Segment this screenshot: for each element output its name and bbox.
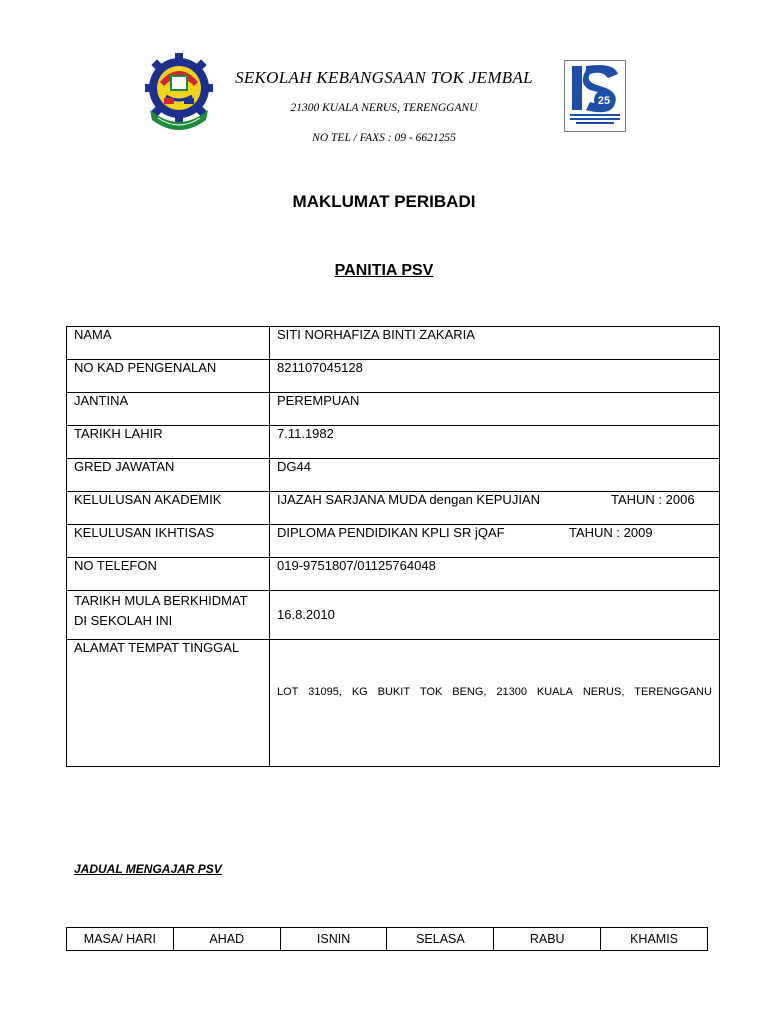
row-label-dob: TARIKH LAHIR [67, 426, 270, 459]
school-crest-logo [144, 52, 214, 130]
service-start-label-line2: DI SEKOLAH INI [74, 613, 173, 628]
row-label-ic: NO KAD PENGENALAN [67, 360, 270, 393]
address-word: BENG, [452, 686, 487, 698]
row-value-address [270, 640, 720, 767]
address-word: TERENGGANU [634, 686, 712, 698]
table-row [67, 525, 720, 558]
table-row [67, 558, 720, 591]
schedule-header-cell: SELASA [387, 928, 494, 951]
table-row [67, 928, 708, 951]
address-word: NERUS, [582, 686, 625, 698]
schedule-header-cell: RABU [494, 928, 601, 951]
schedule-header-cell: MASA/ HARI [67, 928, 174, 951]
table-row [67, 459, 720, 492]
schedule-title: JADUAL MENGAJAR PSV [74, 862, 222, 876]
address-word: BUKIT [377, 686, 411, 698]
table-row [67, 393, 720, 426]
address-word: 31095, [308, 686, 342, 698]
address-word: TOK [419, 686, 443, 698]
table-row [67, 360, 720, 393]
row-label-service-start [67, 591, 270, 640]
professional-qualification: DIPLOMA PENDIDIKAN KPLI SR jQAF [277, 525, 505, 540]
table-row [67, 426, 720, 459]
service-start-date: 16.8.2010 [277, 607, 335, 622]
row-value-gender: PEREMPUAN [270, 393, 720, 426]
row-value-academic [270, 492, 720, 525]
row-value-nama: SITI NORHAFIZA BINTI ZAKARIA [270, 327, 720, 360]
row-label-grade: GRED JAWATAN [67, 459, 270, 492]
table-row [67, 327, 720, 360]
school-name: SEKOLAH KEBANGSAAN TOK JEMBAL [235, 68, 533, 87]
page-title: MAKLUMAT PERIBADI [292, 192, 476, 211]
row-value-professional [270, 525, 720, 558]
row-label-nama: NAMA [67, 327, 270, 360]
table-row [67, 591, 720, 640]
address-word: KG [351, 686, 368, 698]
row-label-phone: NO TELEFON [67, 558, 270, 591]
address-text [277, 686, 712, 698]
school-address: 21300 KUALA NERUS, TERENGGANU [290, 102, 478, 114]
academic-year: TAHUN : 2006 [611, 492, 695, 507]
page-subtitle: PANITIA PSV [334, 262, 434, 279]
address-word: 21300 [496, 686, 527, 698]
row-label-academic: KELULUSAN AKADEMIK [67, 492, 270, 525]
logo-number: 25 [597, 95, 611, 107]
row-value-phone: 019-9751807/01125764048 [270, 558, 720, 591]
schedule-header-cell: KHAMIS [601, 928, 708, 951]
schedule-header-cell: ISNIN [280, 928, 387, 951]
row-value-grade: DG44 [270, 459, 720, 492]
schedule-header-cell: AHAD [173, 928, 280, 951]
row-label-gender: JANTINA [67, 393, 270, 426]
address-word: LOT [277, 686, 299, 698]
ppd-25-logo [564, 60, 626, 132]
profile-table [66, 326, 720, 767]
row-label-address: ALAMAT TEMPAT TINGGAL [67, 640, 270, 767]
table-row [67, 492, 720, 525]
row-value-ic: 821107045128 [270, 360, 720, 393]
service-start-label-line1: TARIKH MULA BERKHIDMAT [74, 593, 248, 608]
row-value-service-start [270, 591, 720, 640]
table-row [67, 640, 720, 767]
schedule-table [66, 927, 708, 951]
professional-year: TAHUN : 2009 [569, 525, 653, 540]
academic-qualification: IJAZAH SARJANA MUDA dengan KEPUJIAN [277, 492, 540, 507]
row-value-dob: 7.11.1982 [270, 426, 720, 459]
address-word: KUALA [536, 686, 573, 698]
school-phone: NO TEL / FAXS : 09 - 6621255 [312, 132, 456, 144]
row-label-professional: KELULUSAN IKHTISAS [67, 525, 270, 558]
